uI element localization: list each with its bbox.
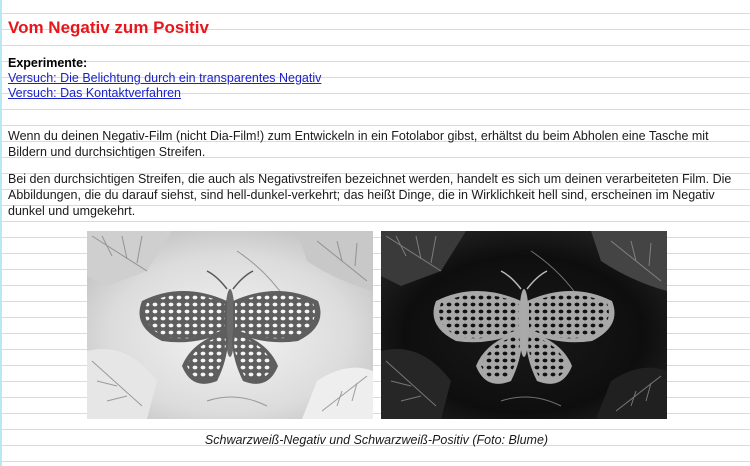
experiments-section	[8, 56, 321, 101]
experiments-heading: Experimente:	[8, 56, 88, 70]
positive-butterfly-photo	[381, 231, 667, 419]
link-kontaktverfahren-experiment[interactable]: Versuch: Das Kontaktverfahren	[8, 86, 182, 100]
notebook-margin-line	[0, 0, 2, 466]
positive-butterfly-image	[381, 231, 667, 419]
page-title: Vom Negativ zum Positiv	[8, 18, 209, 37]
negative-butterfly-image	[87, 231, 373, 419]
link-belichtung-experiment[interactable]: Versuch: Die Belichtung durch ein transparentes Negativ	[8, 71, 322, 85]
figure-caption: Schwarzweiß-Negativ und Schwarzweiß-Positiv (Foto: Blume)	[204, 433, 549, 447]
paragraph-intro: Wenn du deinen Negativ-Film (nicht Dia-Film!) zum Entwickeln in ein Fotolabor gibst, erhältst du beim Abholen eine Tasche mit Bildern und durchsichtigen Streifen.	[8, 129, 709, 159]
negative-butterfly-photo	[87, 231, 373, 419]
paragraph-negative-explanation: Bei den durchsichtigen Streifen, die auch als Negativstreifen bezeichnet werden, handelt es sich um deinen verarbeiteten Film. Die Abbildungen, die du darauf siehst, sind hell-dunkel-verkehrt; das heißt Dinge, die in Wirklichkeit hell sind, erscheinen im Negativ dunkel und umgekehrt.	[8, 172, 732, 218]
